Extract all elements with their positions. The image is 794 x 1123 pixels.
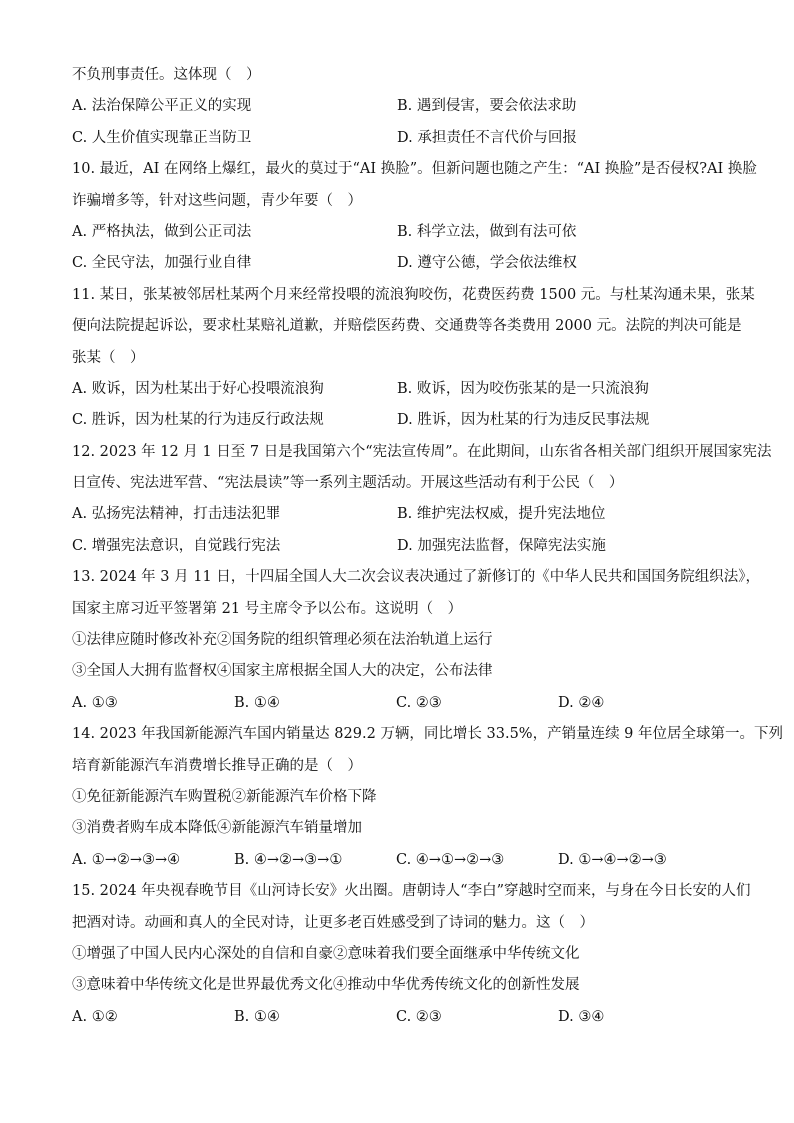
q13-stem-line-2: 国家主席习近平签署第 21 号主席令予以公布。这说明（ ） [72, 600, 463, 617]
q13-options-row [72, 688, 722, 719]
q9-option-b: B. 遇到侵害，要会依法求助 [397, 98, 577, 115]
q13-statements-2: ③全国人大拥有监督权④国家主席根据全国人大的决定，公布法律 [72, 663, 493, 680]
q14-stem-line-2: 培育新能源汽车消费增长推导正确的是（ ） [72, 757, 362, 774]
q12-option-b: B. 维护宪法权威，提升宪法地位 [397, 506, 606, 523]
q15-option-b: B. ①④ [234, 1008, 280, 1025]
q12-option-a: A. 弘扬宪法精神，打击违法犯罪 [72, 506, 281, 523]
q14-stem-line-1: 14. 2023 年我国新能源汽车国内销量达 829.2 万辆，同比增长 33.5%，产销量连续 9 年位居全球第一。下列 [72, 726, 784, 743]
q13-option-d: D. ②④ [558, 694, 605, 711]
q15-option-d: D. ③④ [558, 1008, 605, 1025]
q15-statements-1: ①增强了中国人民内心深处的自信和自豪②意味着我们要全面继承中华传统文化 [72, 945, 580, 962]
q11-option-a: A. 败诉，因为杜某出于好心投喂流浪狗 [72, 380, 324, 397]
q12-options-row-1 [72, 499, 722, 530]
q10-option-a: A. 严格执法，做到公正司法 [72, 223, 252, 240]
q15-option-a: A. ①② [72, 1008, 118, 1025]
q9-option-a: A. 法治保障公平正义的实现 [72, 98, 252, 115]
q12-options-row-2 [72, 531, 722, 562]
q14-statements-2: ③消费者购车成本降低④新能源汽车销量增加 [72, 820, 362, 837]
q11-option-d: D. 胜诉，因为杜某的行为违反民事法规 [397, 412, 650, 429]
q13-statements-1: ①法律应随时修改补充②国务院的组织管理必须在法治轨道上运行 [72, 632, 493, 649]
q11-stem-line-3: 张某（ ） [72, 349, 145, 366]
q15-stem-line-1: 15. 2024 年央视春晚节目《山河诗长安》火出圈。唐朝诗人“李白”穿越时空而来，与身在今日长安的人们 [72, 883, 751, 900]
q15-options-row [72, 1002, 722, 1033]
q15-statements-2: ③意味着中华传统文化是世界最优秀文化④推动中华优秀传统文化的创新性发展 [72, 977, 580, 994]
q9-options-row-2 [72, 123, 722, 154]
q14-options-row [72, 845, 722, 876]
q9-option-d: D. 承担责任不言代价与回报 [397, 129, 577, 146]
q10-option-d: D. 遵守公德，学会依法维权 [397, 255, 577, 272]
q11-stem-line-2: 便向法院提起诉讼，要求杜某赔礼道歉，并赔偿医药费、交通费等各类费用 2000 元。法院的判决可能是 [72, 318, 742, 335]
q15-stem-line-2: 把酒对诗。动画和真人的全民对诗，让更多老百姓感受到了诗词的魅力。这（ ） [72, 914, 594, 931]
q13-option-a: A. ①③ [72, 694, 118, 711]
q10-stem-line-1: 10. 最近，AI 在网络上爆红，最火的莫过于“AI 换脸”。但新问题也随之产生：“AI 换脸”是否侵权?AI 换脸 [72, 161, 757, 178]
q14-option-b: B. ④→②→③→① [234, 851, 343, 868]
q14-option-a: A. ①→②→③→④ [72, 851, 181, 868]
q10-options-row-1 [72, 217, 722, 248]
q10-stem-line-2: 诈骗增多等，针对这些问题，青少年要（ ） [72, 192, 362, 209]
q9-option-c: C. 人生价值实现靠正当防卫 [72, 129, 252, 146]
q13-option-c: C. ②③ [396, 694, 442, 711]
exam-page [72, 60, 784, 1033]
q11-options-row-1 [72, 374, 722, 405]
q9-options-row-1 [72, 91, 722, 122]
q14-option-d: D. ①→④→②→③ [558, 851, 667, 868]
q11-stem-line-1: 11. 某日，张某被邻居杜某两个月来经常投喂的流浪狗咬伤，花费医药费 1500 元。与杜某沟通未果，张某 [72, 286, 755, 303]
q12-stem-line-1: 12. 2023 年 12 月 1 日至 7 日是我国第六个“宪法宣传周”。在此期间，山东省各相关部门组织开展国家宪法 [72, 443, 772, 460]
q12-option-d: D. 加强宪法监督，保障宪法实施 [397, 537, 606, 554]
q12-option-c: C. 增强宪法意识，自觉践行宪法 [72, 537, 281, 554]
q15-option-c: C. ②③ [396, 1008, 442, 1025]
q13-option-b: B. ①④ [234, 694, 280, 711]
q9-stem: 不负刑事责任。这体现（ ） [72, 67, 261, 83]
q12-stem-line-2: 日宣传、宪法进军营、“宪法晨读”等一系列主题活动。开展这些活动有利于公民（ ） [72, 475, 624, 492]
q14-option-c: C. ④→①→②→③ [396, 851, 505, 868]
q11-option-b: B. 败诉，因为咬伤张某的是一只流浪狗 [397, 380, 649, 397]
q10-option-b: B. 科学立法，做到有法可依 [397, 223, 577, 240]
q11-options-row-2 [72, 405, 722, 436]
q10-options-row-2 [72, 248, 722, 279]
q13-stem-line-1: 13. 2024 年 3 月 11 日，十四届全国人大二次会议表决通过了新修订的《中华人民共和国国务院组织法》， [72, 569, 761, 586]
q14-statements-1: ①免征新能源汽车购置税②新能源汽车价格下降 [72, 788, 377, 805]
q11-option-c: C. 胜诉，因为杜某的行为违反行政法规 [72, 412, 324, 429]
q10-option-c: C. 全民守法，加强行业自律 [72, 255, 252, 272]
